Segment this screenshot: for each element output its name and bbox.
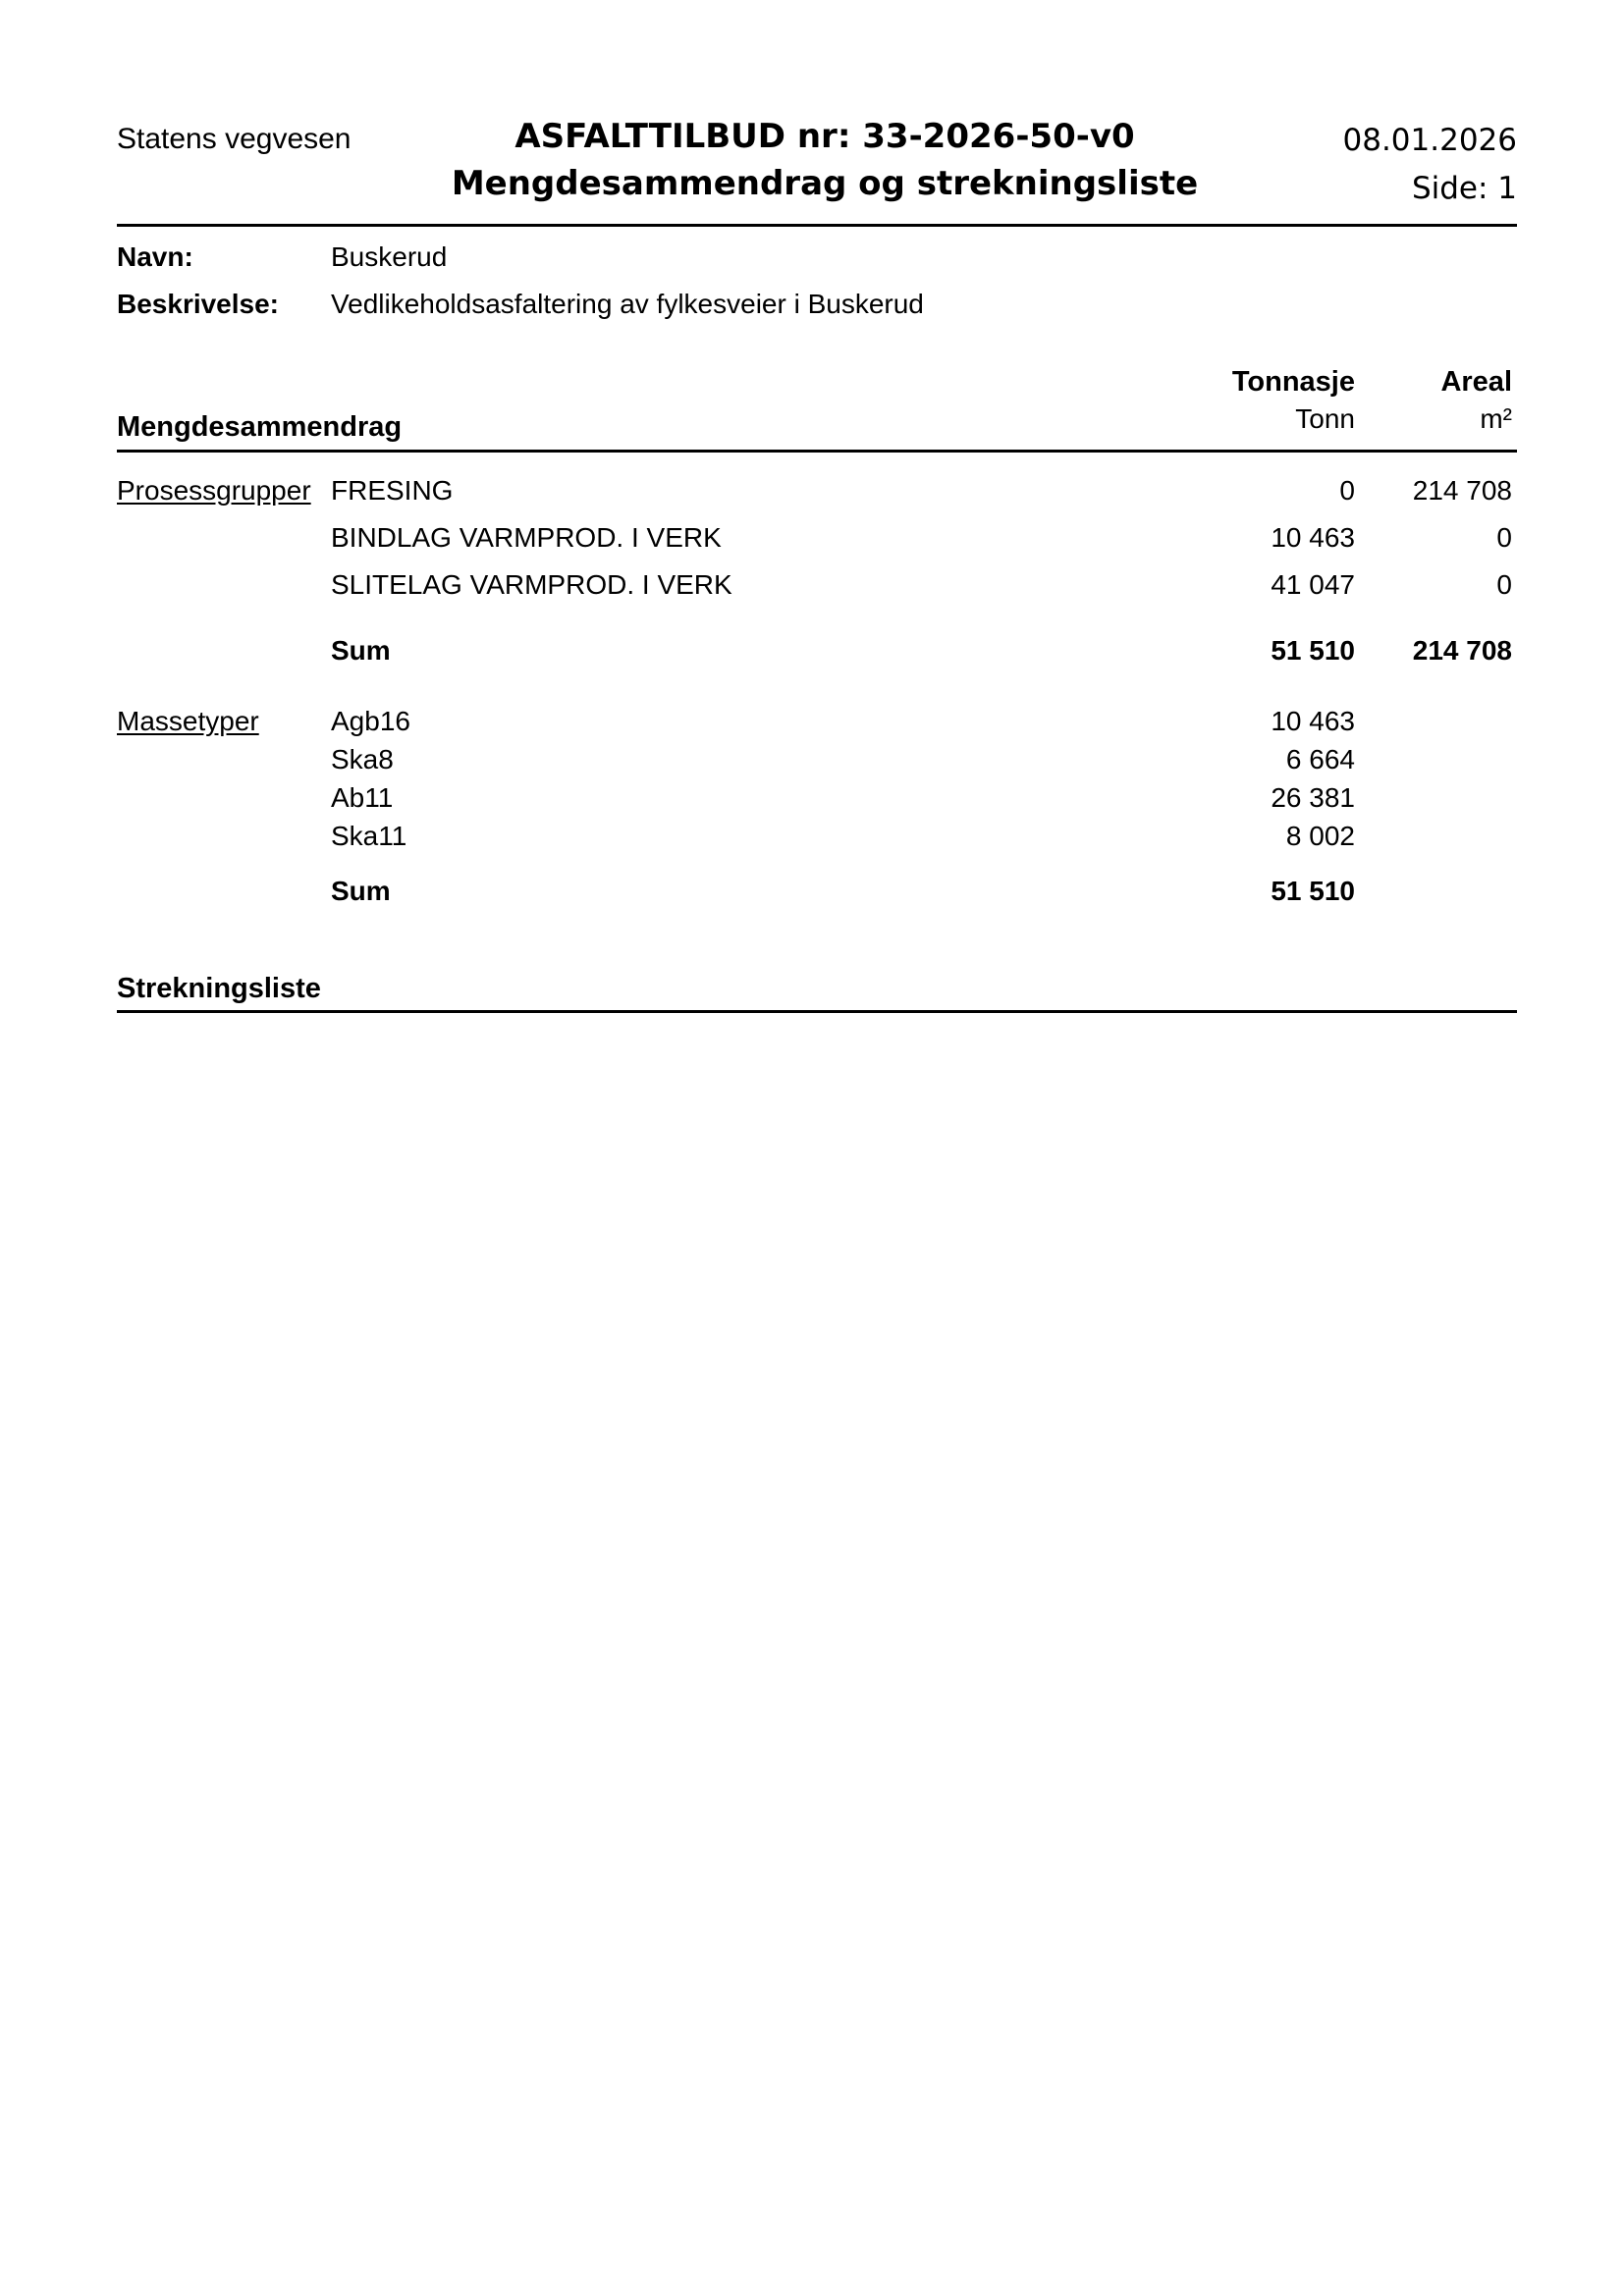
section-heading-strekningsliste: Strekningsliste	[117, 973, 321, 1004]
mass-type-name: Ab11	[331, 782, 394, 813]
area-unit: m²	[1480, 403, 1512, 434]
strekningsliste-rule	[117, 1010, 1517, 1013]
mass-type-name: Ska11	[331, 821, 407, 851]
name-label: Navn:	[117, 241, 193, 272]
mass-type-tonnage: 26 381	[1271, 782, 1355, 813]
description-value: Vedlikeholdsasfaltering av fylkesveier i Buskerud	[331, 289, 924, 319]
document-date: 08.01.2026	[1342, 123, 1517, 158]
process-group-name: FRESING	[331, 475, 454, 506]
summary-rule	[117, 450, 1517, 453]
organization-name: Statens vegvesen	[117, 123, 352, 155]
document-subtitle: Mengdesammendrag og strekningsliste	[451, 164, 1199, 203]
mass-types-sum-tonnage: 51 510	[1271, 876, 1355, 906]
document-title: ASFALTTILBUD nr: 33-2026-50-v0	[514, 117, 1135, 156]
process-groups-sum-label: Sum	[331, 635, 391, 666]
process-group-area: 214 708	[1412, 475, 1512, 506]
mass-type-name: Ska8	[331, 744, 394, 774]
mass-type-tonnage: 10 463	[1271, 706, 1355, 736]
process-group-area: 0	[1496, 522, 1512, 553]
process-groups-sum-tonnage: 51 510	[1271, 635, 1355, 666]
tonnage-column-header: Tonnasje	[1231, 366, 1355, 398]
description-label: Beskrivelse:	[117, 289, 280, 319]
process-group-name: BINDLAG VARMPROD. I VERK	[331, 522, 722, 553]
process-group-tonnage: 0	[1339, 475, 1355, 506]
header-rule	[117, 224, 1517, 227]
process-group-tonnage: 10 463	[1271, 522, 1355, 553]
process-group-area: 0	[1496, 569, 1512, 600]
process-group-name: SLITELAG VARMPROD. I VERK	[331, 569, 732, 600]
process-group-tonnage: 41 047	[1271, 569, 1355, 600]
area-column-header: Areal	[1440, 366, 1512, 398]
mass-types-sum-label: Sum	[331, 876, 391, 906]
mass-type-tonnage: 8 002	[1285, 821, 1355, 851]
page-number: Side: 1	[1411, 171, 1517, 206]
mass-type-tonnage: 6 664	[1285, 744, 1355, 774]
summary-heading: Mengdesammendrag	[117, 411, 403, 443]
mass-types-label: Massetyper	[117, 706, 259, 736]
name-value: Buskerud	[331, 241, 448, 272]
process-groups-sum-area: 214 708	[1412, 635, 1512, 666]
tonnage-unit: Tonn	[1295, 403, 1355, 434]
process-groups-label: Prosessgrupper	[117, 475, 311, 506]
mass-type-name: Agb16	[331, 706, 410, 736]
